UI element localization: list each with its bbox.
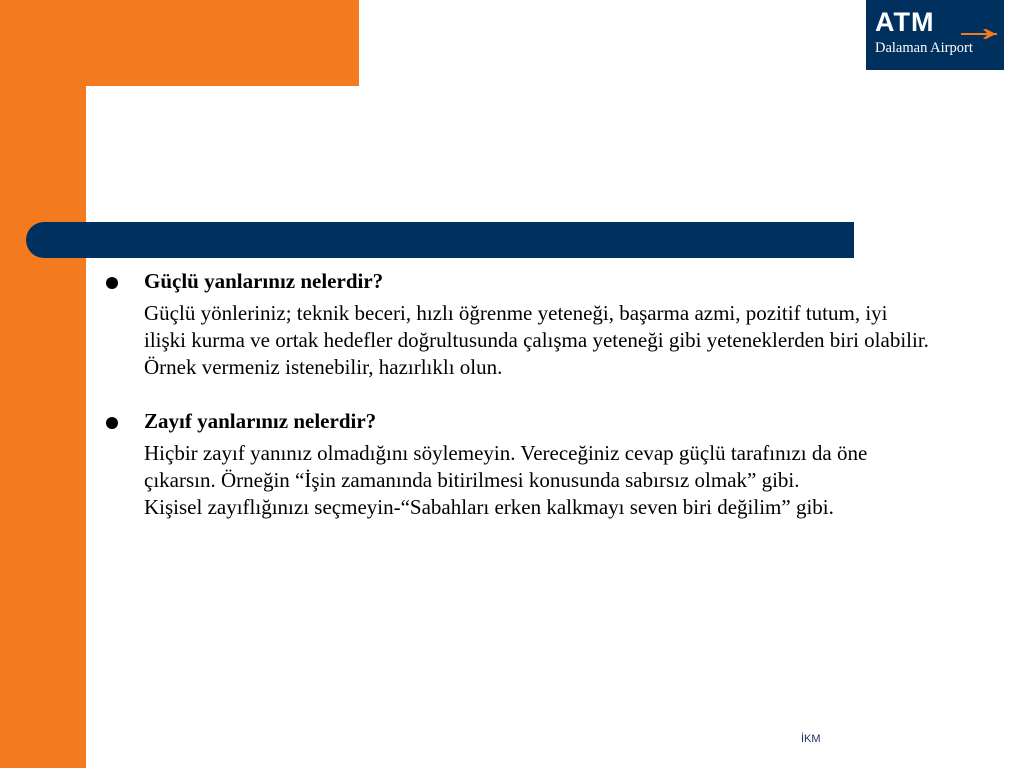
item-body: Hiçbir zayıf yanınız olmadığını söylemeyin. Vereceğiniz cevap güçlü tarafınızı da öne çıkarsın. Örneğin “İşin zamanında bitirilmesi konusunda sabırsız olmak” gibi. Kişisel zayıflığınızı seçmeyin-“Sabahları erken kalkmayı seven biri değilim” gibi.	[144, 441, 868, 519]
bullet-icon	[106, 417, 118, 429]
logo-mark: ATM	[875, 7, 935, 37]
bullet-list	[100, 265, 930, 521]
footer-mark: İKM	[801, 733, 821, 745]
list-item	[100, 405, 930, 521]
item-heading: Güçlü yanlarınız nelerdir?	[144, 269, 384, 293]
item-heading: Zayıf yanlarınız nelerdir?	[144, 409, 377, 433]
item-body: Güçlü yönleriniz; teknik beceri, hızlı öğrenme yeteneği, başarma azmi, pozitif tutum, iyi ilişki kurma ve ortak hedefler doğrultusunda çalışma yeteneği gibi yeteneklerden biri olabilir. Örnek vermeniz istenebilir, hazırlıklı olun.	[144, 301, 929, 379]
plane-icon	[961, 28, 997, 40]
title-divider-bar	[26, 222, 854, 258]
bullet-icon	[106, 277, 118, 289]
orange-side-band	[0, 0, 86, 768]
orange-top-block	[0, 0, 359, 86]
logo-subtitle: Dalaman Airport	[875, 40, 973, 56]
list-item	[100, 265, 930, 381]
atm-logo	[866, 0, 1004, 70]
